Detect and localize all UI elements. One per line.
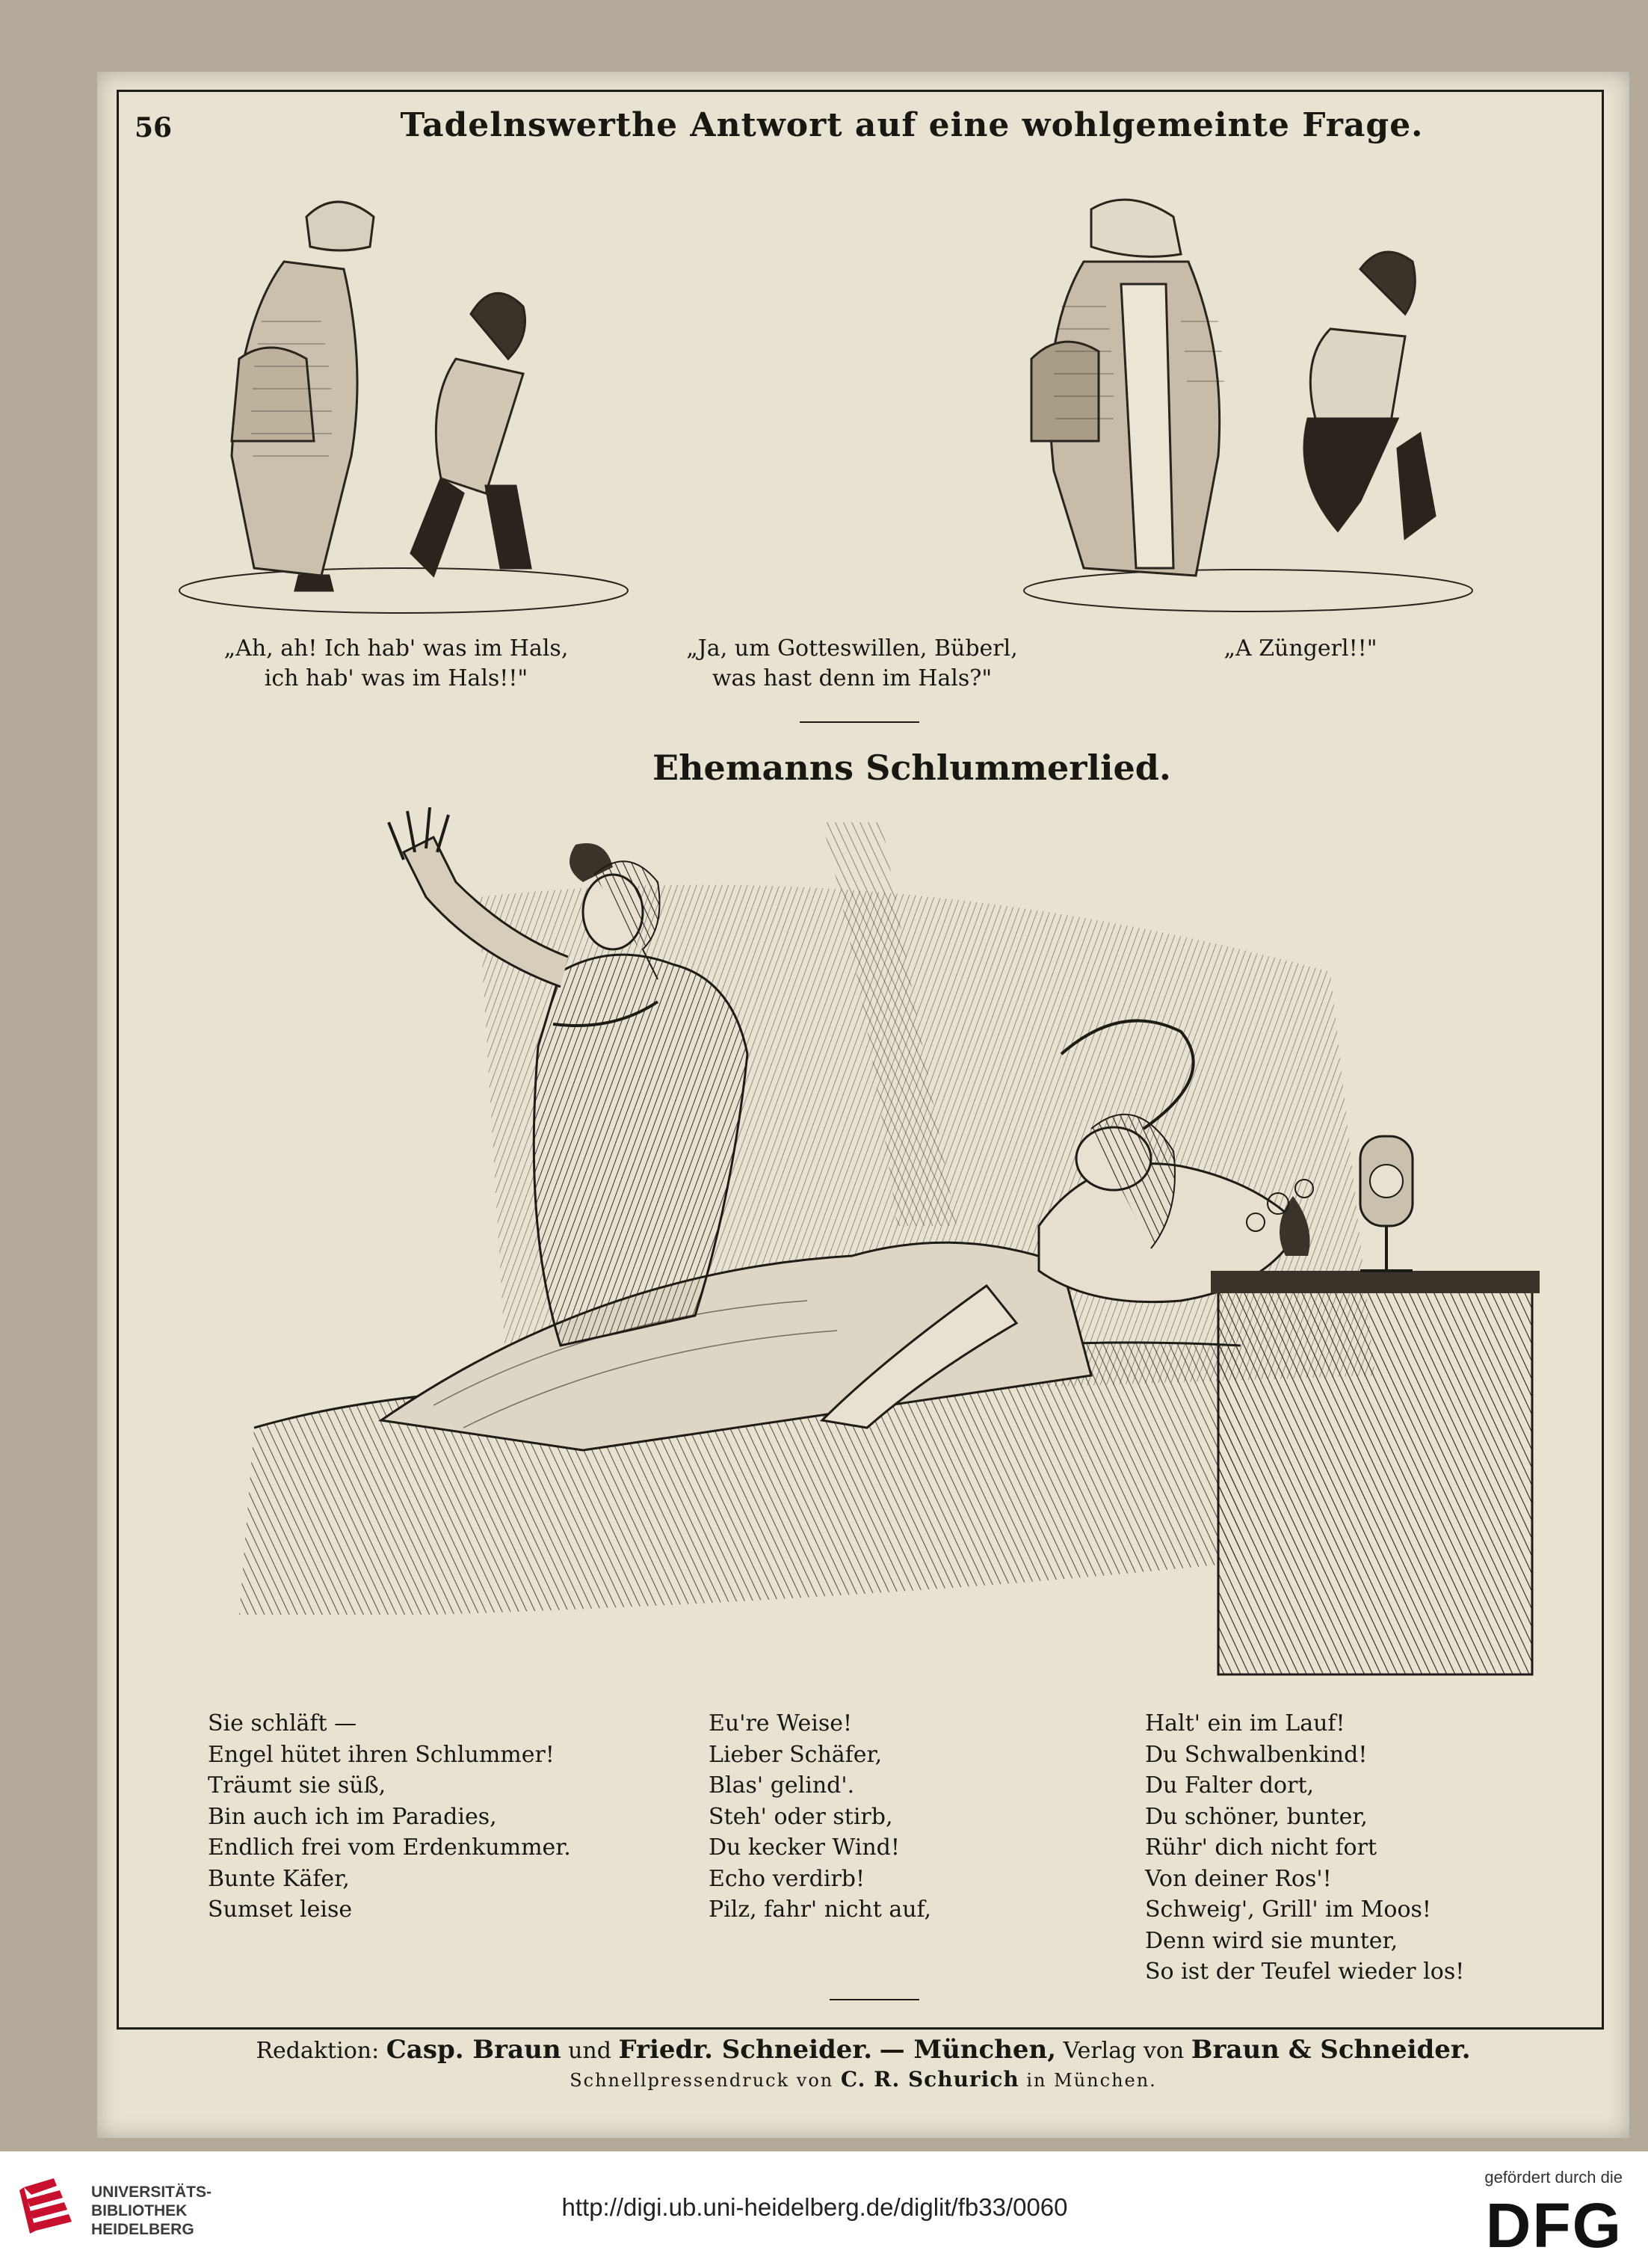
dfg-logo[interactable]: DFG: [1485, 2190, 1623, 2261]
poem-line: Schweig', Grill' im Moos!: [1145, 1896, 1431, 1923]
cartoon-illustration-left: [149, 172, 658, 620]
poem-line: Du Schwalbenkind!: [1145, 1741, 1368, 1768]
caption-1: [164, 634, 628, 694]
page-url-link[interactable]: http://digi.ub.uni-heidelberg.de/diglit/fb33/0060: [561, 2193, 1068, 2221]
poem-line: Von deiner Ros'!: [1145, 1865, 1332, 1892]
poem-line: Blas' gelind'.: [709, 1772, 855, 1799]
university-library-logo-icon[interactable]: [16, 2172, 84, 2250]
imprint-label: Redaktion:: [256, 2038, 380, 2064]
poem-title: Ehemanns Schlummerlied.: [652, 748, 1171, 788]
imprint-line-1: [120, 2035, 1607, 2065]
divider-rule-bottom: [830, 1999, 919, 2000]
viewer-footer: [0, 2151, 1648, 2268]
poem-line: Rühr' dich nicht fort: [1145, 1834, 1377, 1861]
poem-line: Bunte Käfer,: [208, 1865, 350, 1892]
imprint-und: und: [568, 2038, 611, 2064]
imprint-line-2: [120, 2067, 1607, 2092]
imprint-publisher: Braun & Schneider.: [1191, 2035, 1471, 2065]
poem-line: Sumset leise: [208, 1896, 353, 1923]
divider-rule-top: [800, 721, 919, 723]
poem-line: Bin auch ich im Paradies,: [208, 1803, 497, 1830]
bedroom-illustration: [209, 807, 1562, 1689]
poem-line: Halt' ein im Lauf!: [1145, 1710, 1345, 1737]
poem-line: Steh' oder stirb,: [709, 1803, 893, 1830]
poem-line: Lieber Schäfer,: [709, 1741, 883, 1768]
imprint-verlag-label: Verlag von: [1063, 2038, 1185, 2064]
imprint-printer: C. R. Schurich: [840, 2067, 1019, 2092]
funded-by-label: gefördert durch die: [1484, 2168, 1623, 2187]
poem-column-3: [1145, 1708, 1464, 1988]
poem-line: Denn wird sie munter,: [1145, 1927, 1398, 1954]
poem-line: Engel hütet ihren Schlummer!: [208, 1741, 555, 1768]
poem-line: So ist der Teufel wieder los!: [1145, 1959, 1465, 1985]
caption-2-line-1: „Ja, um Gotteswillen, Büberl,: [686, 635, 1018, 662]
poem-column-2: [709, 1708, 931, 1926]
university-library-name: UNIVERSITÄTS- BIBLIOTHEK HEIDELBERG: [91, 2184, 212, 2238]
cartoon-title: Tadelnswerthe Antwort auf eine wohlgemeinte Frage.: [400, 106, 1424, 144]
caption-3: [1136, 634, 1465, 664]
poem-column-1: [208, 1708, 571, 1926]
cartoon-illustration-right: [1002, 172, 1525, 620]
poem-line: Sie schläft —: [208, 1710, 357, 1737]
imprint-editor-1: Casp. Braun: [386, 2035, 561, 2065]
imprint-editor-2: Friedr. Schneider.: [618, 2035, 873, 2065]
caption-1-line-2: ich hab' was im Hals!!": [264, 665, 528, 691]
imprint-in-city: in München.: [1026, 2070, 1157, 2091]
caption-2-line-2: was hast denn im Hals?": [712, 665, 993, 691]
caption-3-line-1: „A Züngerl!!": [1223, 635, 1377, 662]
caption-1-line-1: „Ah, ah! Ich hab' was im Hals,: [223, 635, 569, 662]
poem-line: Träumt sie süß,: [208, 1772, 386, 1799]
poem-line: Echo verdirb!: [709, 1865, 865, 1892]
caption-2: [643, 634, 1061, 694]
poem-line: Pilz, fahr' nicht auf,: [709, 1896, 932, 1923]
poem-line: Du Falter dort,: [1145, 1772, 1315, 1799]
imprint-druck-label: Schnellpressendruck von: [570, 2070, 834, 2091]
imprint-city: — München,: [879, 2035, 1057, 2065]
poem-line: Endlich frei vom Erdenkummer.: [208, 1834, 571, 1861]
page-number: 56: [135, 112, 173, 144]
poem-line: Eu're Weise!: [709, 1710, 853, 1737]
poem-line: Du schöner, bunter,: [1145, 1803, 1368, 1830]
poem-line: Du kecker Wind!: [709, 1834, 900, 1861]
